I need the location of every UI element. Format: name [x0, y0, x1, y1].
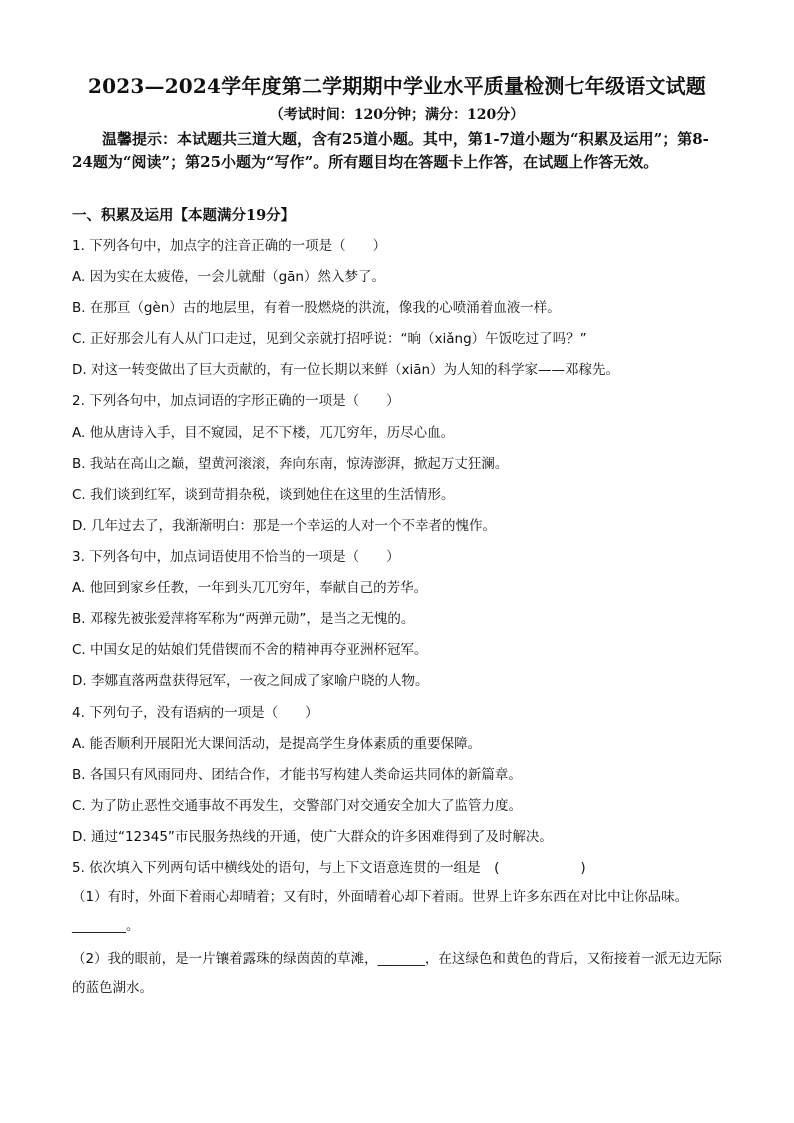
question-1-option-c: C. 正好那会儿有人从门口走过，见到父亲就打招呼说：“晌（xiǎng）午饭吃过了吗？”	[72, 331, 587, 347]
question-1-option-b: B. 在那亘（gèn）古的地层里，有着一股燃烧的洪流，像我的心喷涌着血液一样。	[72, 300, 561, 316]
question-5-passage-2: （2）我的眼前，是一片镶着露珠的绿茵茵的草滩，_______，在这绿色和黄色的背后，又衔接着一派无边无际的蓝色湖水。	[72, 951, 722, 996]
question-4-option-d: D. 通过“12345”市民服务热线的开通，使广大群众的许多困难得到了及时解决。	[72, 829, 553, 845]
question-5-stem: 5. 依次填入下列两句话中横线处的语句，与上下文语意连贯的一组是 ( )	[72, 860, 586, 876]
section-heading: 一、积累及运用【本题满分19分】	[72, 207, 296, 224]
question-4-stem: 4. 下列句子，没有语病的一项是（ ）	[72, 705, 319, 721]
notice-paragraph: 温馨提示：本试题共三道大题，含有25道小题。其中，第1-7道小题为“积累及运用”；第8-24题为“阅读”；第25小题为“写作”。所有题目均在答题卡上作答，在试题上作答无效。	[72, 130, 709, 171]
question-3-option-a: A. 他回到家乡任教，一年到头兀兀穷年，奉献自己的芳华。	[72, 580, 428, 596]
question-3-option-b: B. 邓稼先被张爱萍将军称为“两弹元勋”，是当之无愧的。	[72, 611, 415, 627]
question-5-passage-1: （1）有时，外面下着雨心却晴着；又有时，外面晴着心却下着雨。世界上许多东西在对比中让你品味。________。	[72, 889, 689, 934]
question-1-option-a: A. 因为实在太疲倦，一会儿就酣（gān）然入梦了。	[72, 269, 385, 285]
question-2-option-c: C. 我们谈到红军，谈到苛捐杂税，谈到她住在这里的生活情形。	[72, 487, 455, 503]
question-3-stem: 3. 下列各句中，加点词语使用不恰当的一项是（ ）	[72, 549, 400, 565]
question-2-option-a: A. 他从唐诗入手，目不窥园，足不下楼，兀兀穷年，历尽心血。	[72, 425, 455, 441]
question-4-option-a: A. 能否顺利开展阳光大课间活动，是提高学生身体素质的重要保障。	[72, 736, 482, 752]
question-3-option-c: C. 中国女足的姑娘们凭借锲而不舍的精神再夺亚洲杯冠军。	[72, 642, 428, 658]
page-title: 2023—2024学年度第二学期期中学业水平质量检测七年级语文试题	[88, 74, 706, 98]
question-4-option-c: C. 为了防止恶性交通事故不再发生，交警部门对交通安全加大了监管力度。	[72, 798, 523, 814]
question-4-option-b: B. 各国只有风雨同舟、团结合作，才能书写构建人类命运共同体的新篇章。	[72, 767, 522, 783]
question-3-option-d: D. 李娜直落两盘获得冠军，一夜之间成了家喻户晓的人物。	[72, 673, 429, 689]
question-2-option-d: D. 几年过去了，我渐渐明白：那是一个幸运的人对一个不幸者的愧作。	[72, 518, 496, 534]
question-2-stem: 2. 下列各句中，加点词语的字形正确的一项是（ ）	[72, 393, 400, 409]
question-2-option-b: B. 我站在高山之巅，望黄河滚滚，奔向东南，惊涛澎湃，掀起万丈狂澜。	[72, 456, 509, 472]
question-1-stem: 1. 下列各句中，加点字的注音正确的一项是（ ）	[72, 238, 387, 254]
question-1-option-d: D. 对这一转变做出了巨大贡献的，有一位长期以来鲜（xiān）为人知的科学家——邓稼先。	[72, 362, 620, 378]
exam-time-info: （考试时间：120分钟；满分：120分）	[269, 107, 525, 123]
